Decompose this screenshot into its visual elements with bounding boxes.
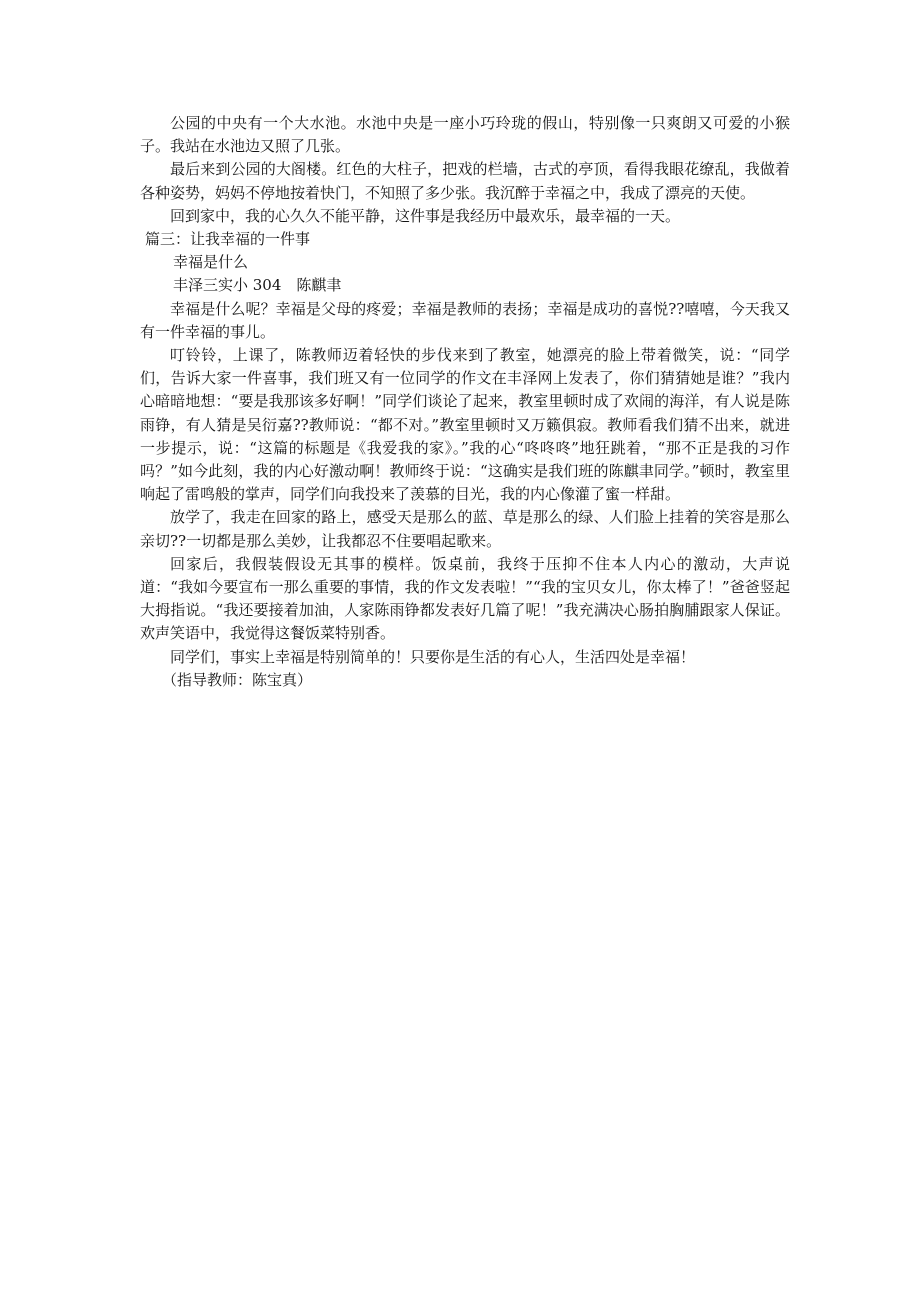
essay-paragraph: 放学了，我走在回家的路上，感受天是那么的蓝、草是那么的绿、人们脸上挂着的笑容是那么亲切??一切都是那么美妙，让我都忍不住要唱起歌来。 <box>140 508 790 550</box>
section-heading: 篇三：让我幸福的一件事 <box>145 230 311 249</box>
paragraph: 回到家中，我的心久久不能平静，这件事是我经历中最欢乐，最幸福的一天。 <box>170 206 681 225</box>
essay-paragraph: 叮铃铃，上课了，陈教师迈着轻快的步伐来到了教室，她漂亮的脸上带着微笑，说：“同学们，告诉大家一件喜事，我们班又有一位同学的作文在丰泽网上发表了，你们猜猜她是谁？”我内心暗暗地想：“要是我那该多好啊！”同学们谈论了起来，教室里顿时成了欢闹的海洋，有人说是陈雨铮，有人猜是吴衍嘉??教师说：“都不对。”教室里顿时又万籁俱寂。教师看我们猜不出来，就进一步提示，说：“这篇的标题是《我爱我的家》。”我的心“咚咚咚”地狂跳着，“那不正是我的习作吗？”如今此刻，我的内心好激动啊！教师终于说：“这确实是我们班的陈麒聿同学。”顿时，教室里响起了雷鸣般的掌声，同学们向我投来了羡慕的目光，我的内心像灌了蜜一样甜。 <box>140 346 790 504</box>
document-body <box>140 112 790 692</box>
essay-paragraph: 同学们，事实上幸福是特别简单的！只要你是生活的有心人，生活四处是幸福！ <box>170 647 696 666</box>
essay-title: 幸福是什么 <box>173 253 249 272</box>
paragraph: 最后来到公园的大阁楼。红色的大柱子，把戏的栏墙，古式的亭顶，看得我眼花缭乱，我做着各种姿势，妈妈不停地按着快门，不知照了多少张。我沉醉于幸福之中，我成了漂亮的天使。 <box>140 160 790 202</box>
paragraph: 公园的中央有一个大水池。水池中央是一座小巧玲珑的假山，特别像一只爽朗又可爱的小猴子。我站在水池边又照了几张。 <box>140 114 790 156</box>
author-line: 丰泽三实小 304 陈麒聿 <box>173 276 342 295</box>
essay-paragraph: 幸福是什么呢？幸福是父母的疼爱；幸福是教师的表扬；幸福是成功的喜悦??嘻嘻，今天我又有一件幸福的事儿。 <box>140 299 790 341</box>
essay-paragraph: 回家后，我假装假设无其事的模样。饭桌前，我终于压抑不住本人内心的激动，大声说道：“我如今要宣布一那么重要的事情，我的作文发表啦！”“我的宝贝女儿，你太棒了！”爸爸竖起大拇指说。“我还要接着加油，人家陈雨铮都发表好几篇了呢！”我充满决心肠拍胸脯跟家人保证。欢声笑语中，我觉得这餐饭菜特别香。 <box>140 554 790 643</box>
teacher-note: （指导教师：陈宝真） <box>162 670 313 689</box>
